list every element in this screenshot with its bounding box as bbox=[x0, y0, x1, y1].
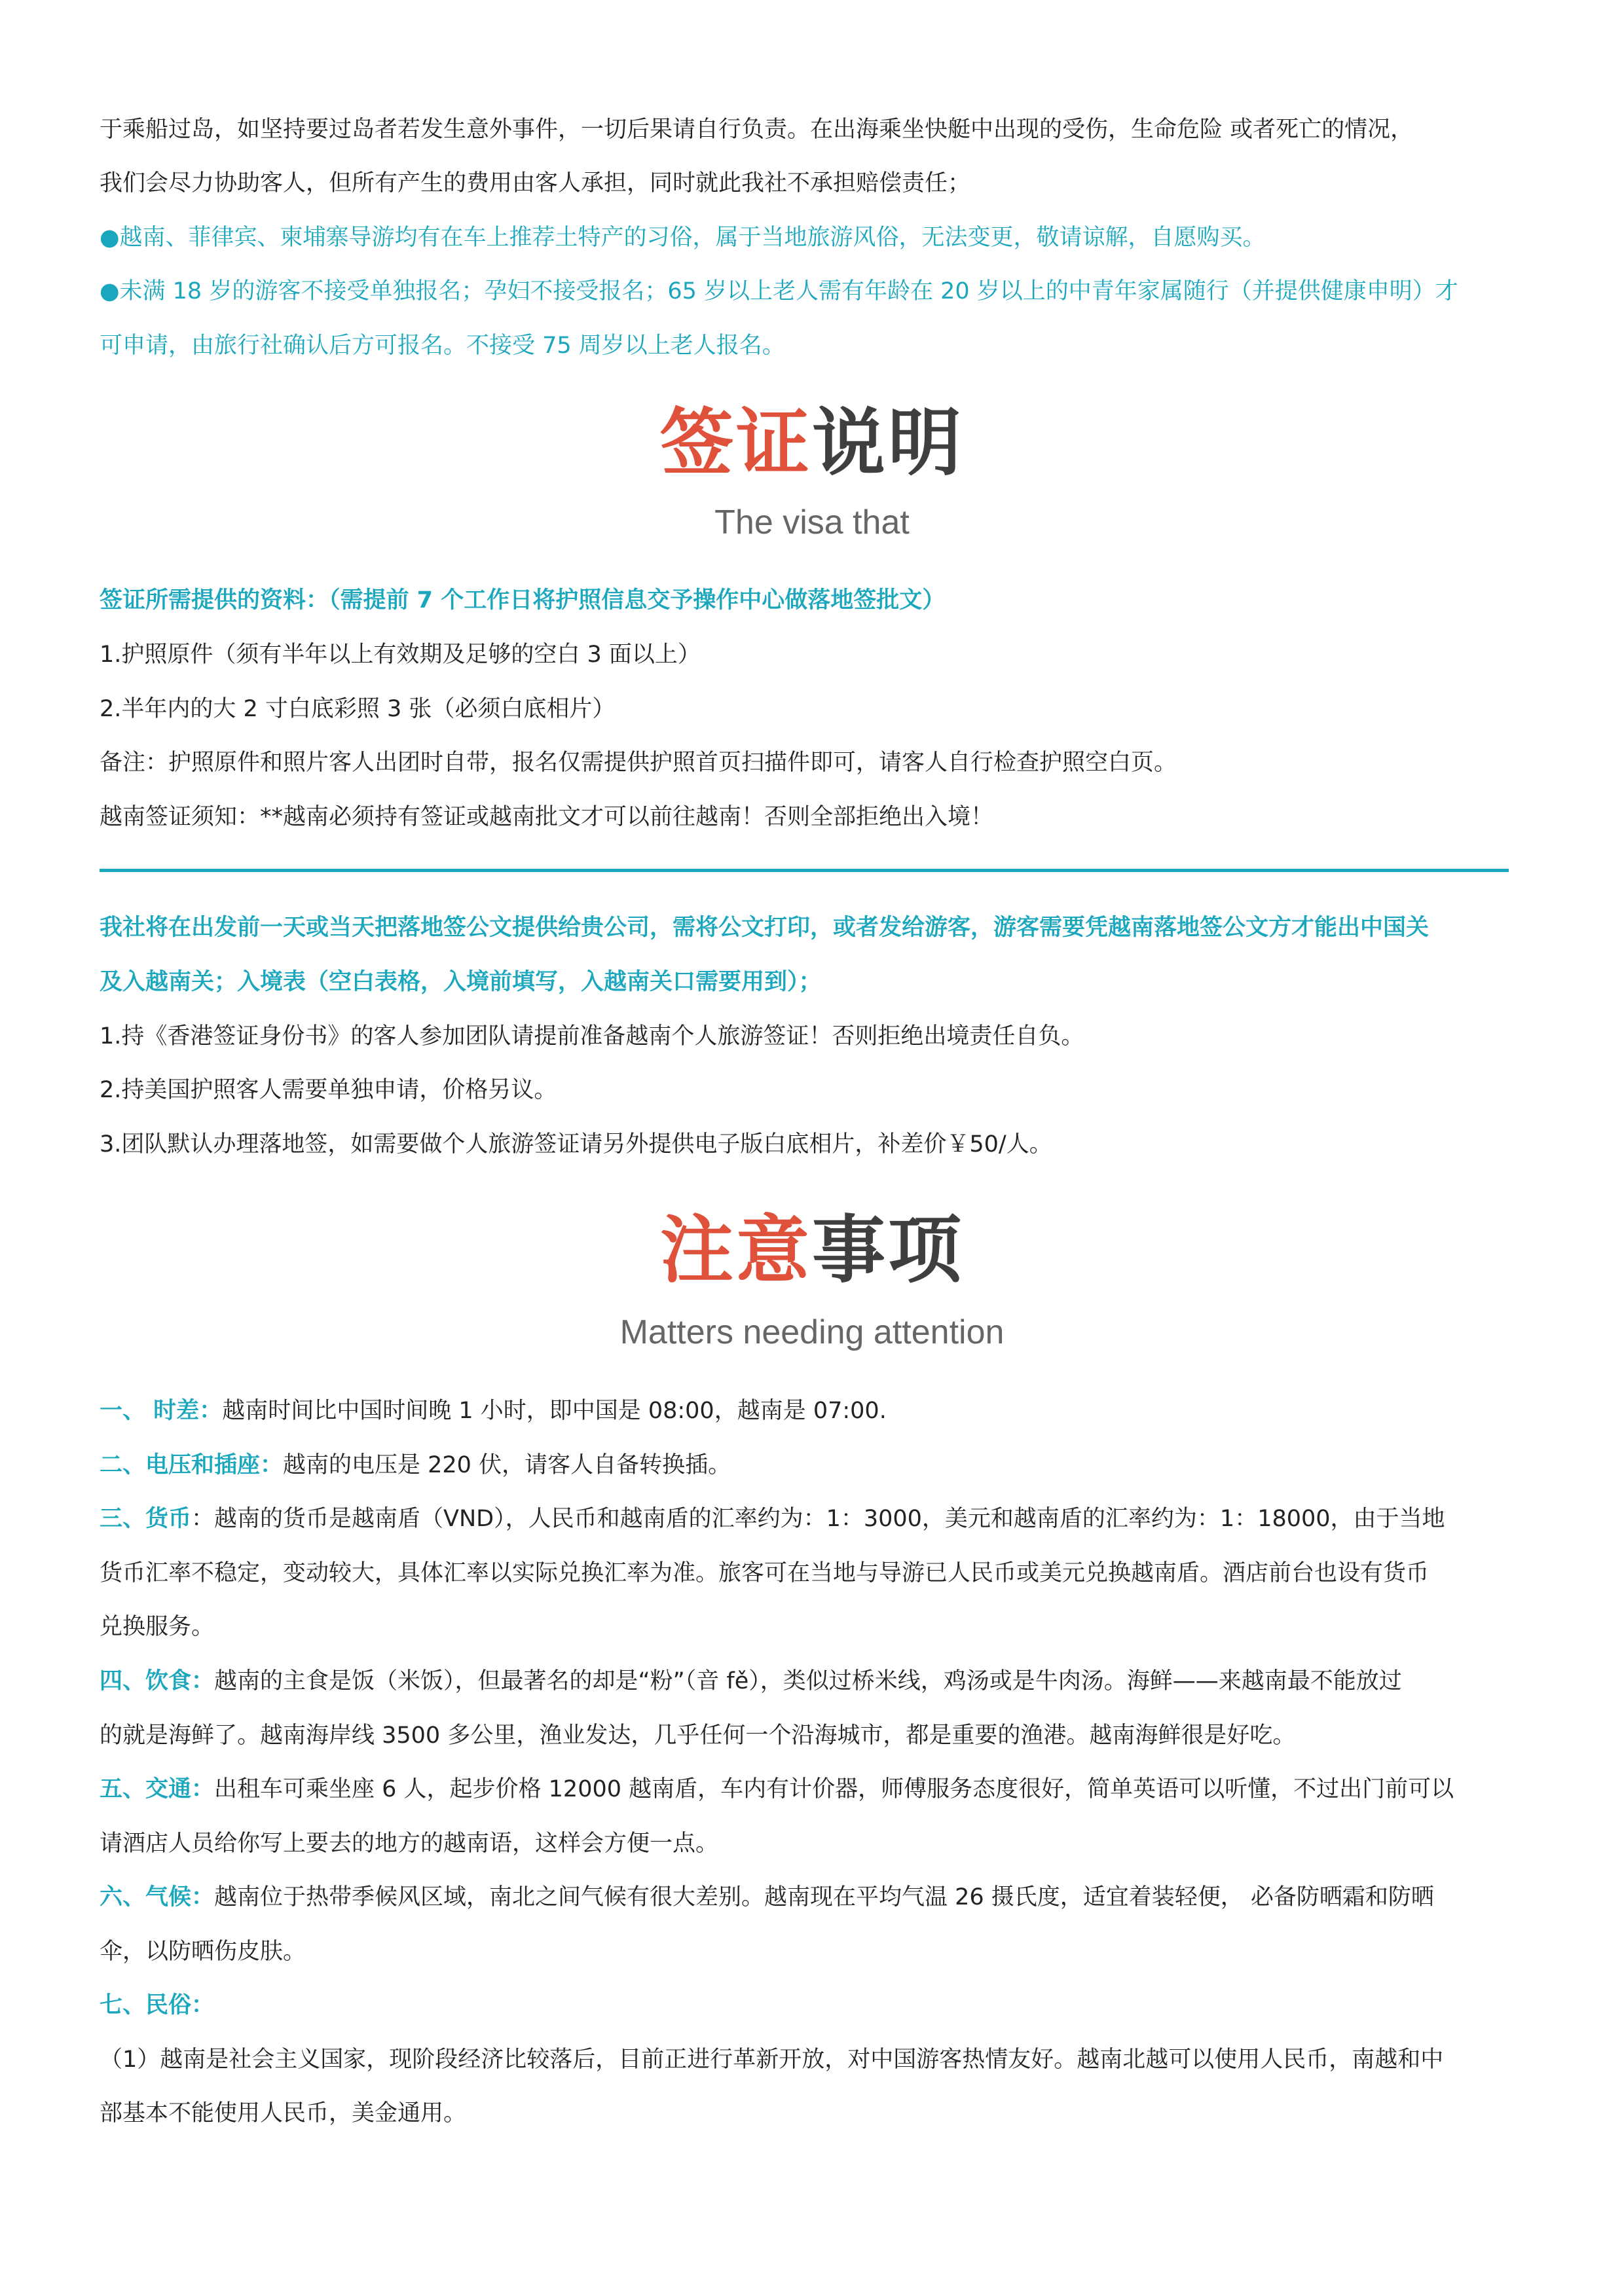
traffic-item-line-1 bbox=[100, 1775, 1534, 1804]
visa-required-heading: 签证所需提供的资料：（需提前 7 个工作日将护照信息交予操作中心做落地签批文） bbox=[100, 587, 946, 613]
voltage-item bbox=[100, 1451, 1534, 1480]
customs-item bbox=[100, 1991, 1534, 2020]
visa-item-passport: 1.护照原件（须有半年以上有效期及足够的空白 3 面以上） bbox=[100, 642, 701, 668]
climate-item-line-2: 伞，以防晒伤皮肤。 bbox=[100, 1939, 306, 1965]
attention-title-accent: 注意 bbox=[660, 1208, 812, 1293]
food-item-line-2: 的就是海鲜了。越南海岸线 3500 多公里，渔业发达，几乎任何一个沿海城市，都是重要的渔港。越南海鲜很是好吃。 bbox=[100, 1722, 1296, 1749]
attention-title-rest: 事项 bbox=[812, 1208, 964, 1293]
attention-section-subtitle: Matters needing attention bbox=[619, 1313, 1005, 1351]
currency-item-line-3: 兑换服务。 bbox=[100, 1614, 215, 1640]
customs-text-line-1: （1）越南是社会主义国家，现阶段经济比较落后，目前正进行革新开放，对中国游客热情友好。越南北越可以使用人民币，南越和中 bbox=[100, 2047, 1444, 2073]
customs-text-line-2: 部基本不能使用人民币，美金通用。 bbox=[100, 2100, 467, 2126]
visa-title-rest: 说明 bbox=[812, 401, 964, 486]
age-note-line-2: 可申请，由旅行社确认后方可报名。不接受 75 周岁以上老人报名。 bbox=[100, 333, 785, 359]
visa-section-subtitle: The visa that bbox=[714, 503, 910, 541]
age-note-line-1: ●未满 18 岁的游客不接受单独报名；孕妇不接受报名；65 岁以上老人需有年龄在 20 岁以上的中青年家属随行（并提供健康申明）才 bbox=[100, 278, 1458, 304]
currency-item-line-1 bbox=[100, 1504, 1534, 1533]
traffic-item-line-2: 请酒店人员给你写上要去的地方的越南语，这样会方便一点。 bbox=[100, 1831, 719, 1857]
visa-document-line-2: 及入越南关；入境表（空白表格，入境前填写，入越南关口需要用到）； bbox=[100, 969, 822, 995]
visa-point-hk: 1.持《香港签证身份书》的客人参加团队请提前准备越南个人旅游签证！否则拒绝出境责任自负。 bbox=[100, 1023, 1084, 1049]
intro-line-2: 我们会尽力协助客人，但所有产生的费用由客人承担，同时就此我社不承担赔偿责任； bbox=[100, 170, 971, 196]
voltage-label: 二、电压和插座： bbox=[100, 1452, 284, 1478]
time-text: 越南时间比中国时间晚 1 小时，即中国是 08:00，越南是 07:00. bbox=[222, 1398, 887, 1424]
visa-item-photo: 2.半年内的大 2 寸白底彩照 3 张（必须白底相片） bbox=[100, 696, 616, 722]
section-divider bbox=[100, 869, 1509, 872]
traffic-label: 五、交通： bbox=[100, 1776, 215, 1802]
visa-point-group: 3.团队默认办理落地签，如需要做个人旅游签证请另外提供电子版白底相片，补差价￥50/人。 bbox=[100, 1131, 1052, 1157]
visa-document-line-1: 我社将在出发前一天或当天把落地签公文提供给贵公司，需将公文打印，或者发给游客，游客需要凭越南落地签公文方才能出中国关 bbox=[100, 915, 1430, 941]
climate-text-1: 越南位于热带季候风区域，南北之间气候有很大差别。越南现在平均气温 26 摄氏度，适宜着装轻便， 必备防晒霜和防晒 bbox=[214, 1884, 1434, 1910]
shopping-note: ●越南、菲律宾、柬埔寨导游均有在车上推荐土特产的习俗，属于当地旅游风俗，无法变更，敬请谅解，自愿购买。 bbox=[100, 225, 1266, 251]
traffic-text-1: 出租车可乘坐座 6 人，起步价格 12000 越南盾，车内有计价器，师傅服务态度很好，简单英语可以听懂，不过出门前可以 bbox=[214, 1776, 1454, 1802]
voltage-text: 越南的电压是 220 伏，请客人自备转换插。 bbox=[283, 1452, 731, 1478]
intro-line-1: 于乘船过岛，如坚持要过岛者若发生意外事件，一切后果请自行负责。在出海乘坐快艇中出现的受伤，生命危险 或者死亡的情况， bbox=[100, 117, 1414, 143]
visa-remark: 备注：护照原件和照片客人出团时自带，报名仅需提供护照首页扫描件即可，请客人自行检查护照空白页。 bbox=[100, 750, 1177, 776]
attention-section-title bbox=[0, 1208, 1624, 1293]
visa-notice: 越南签证须知：**越南必须持有签证或越南批文才可以前往越南！否则全部拒绝出入境！ bbox=[100, 804, 994, 830]
climate-item-line-1 bbox=[100, 1883, 1534, 1912]
food-text-1: 越南的主食是饭（米饭），但最著名的却是“粉”（音 fě），类似过桥米线，鸡汤或是牛肉汤。海鲜——来越南最不能放过 bbox=[214, 1668, 1402, 1694]
food-label: 四、饮食： bbox=[100, 1668, 215, 1694]
customs-label: 七、民俗： bbox=[100, 1992, 215, 2018]
food-item-line-1 bbox=[100, 1667, 1534, 1696]
currency-text-1: ：越南的货币是越南盾（VND），人民币和越南盾的汇率约为：1：3000，美元和越南盾的汇率约为：1：18000，由于当地 bbox=[191, 1506, 1445, 1532]
visa-section-title bbox=[0, 401, 1624, 486]
currency-item-line-2: 货币汇率不稳定，变动较大，具体汇率以实际兑换汇率为准。旅客可在当地与导游已人民币或美元兑换越南盾。酒店前台也设有货币 bbox=[100, 1560, 1430, 1586]
currency-label: 三、货币 bbox=[100, 1506, 192, 1532]
visa-title-accent: 签证 bbox=[660, 401, 812, 486]
climate-label: 六、气候： bbox=[100, 1884, 215, 1910]
visa-point-us: 2.持美国护照客人需要单独申请，价格另议。 bbox=[100, 1077, 557, 1103]
time-label: 一、 时差： bbox=[100, 1398, 223, 1424]
time-difference-item bbox=[100, 1396, 1534, 1425]
